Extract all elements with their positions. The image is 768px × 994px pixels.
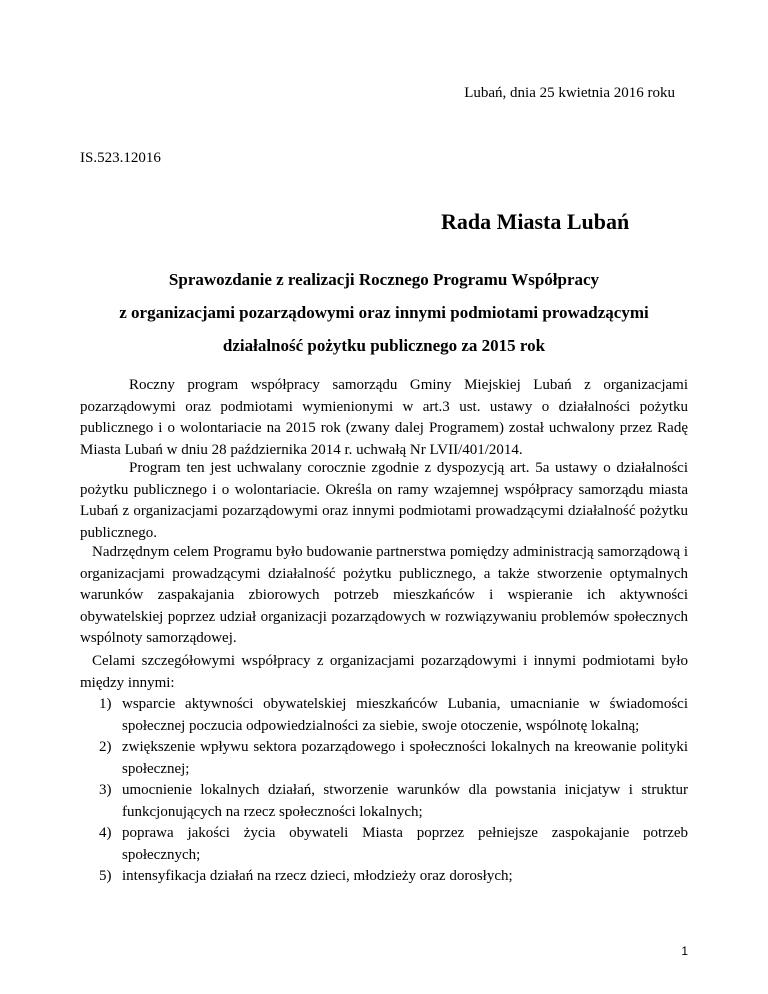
list-item [80, 737, 688, 780]
list-item [80, 780, 688, 823]
page-number: 1 [681, 944, 688, 958]
council-heading: Rada Miasta Lubań [441, 209, 630, 234]
list-item-number: 1) [99, 696, 112, 712]
list-item [80, 694, 688, 737]
list-item-text: zwiększenie wpływu sektora pozarządowego i społeczności lokalnych na kreowanie polityki społecznej; [122, 739, 688, 777]
list-item-number: 4) [99, 825, 112, 841]
paragraph-program-basis: Program ten jest uchwalany corocznie zgodnie z dyspozycją art. 5a ustawy o działalności pożytku publicznego i o wolontariacie. Określa on ramy wzajemnej współpracy samorządu miasta Lubań z organizacjami pozarządowymi oraz innymi podmiotami prowadzącymi działalność pożytku publicznego. [80, 460, 688, 541]
list-item-number: 3) [99, 782, 112, 798]
report-title-line-2: z organizacjami pozarządowymi oraz innymi podmiotami prowadzącymi [119, 303, 649, 322]
list-item-text: umocnienie lokalnych działań, stworzenie warunków dla powstania inicjatyw i struktur funkcjonujących na rzecz społeczności lokalnych; [122, 782, 688, 820]
list-item [80, 866, 688, 888]
paragraph-program-adoption: Roczny program współpracy samorządu Gminy Miejskiej Lubań z organizacjami pozarządowymi oraz podmiotami wymienionymi w art.3 ust. ustawy o działalności pożytku publicznego i o wolontariacie na 2015 rok (zwany dalej Programem) został uchwalony przez Radę Miasta Lubań w dniu 28 października 2014 r. uchwałą Nr LVII/401/2014. [80, 377, 688, 458]
detailed-goals-list [80, 694, 688, 888]
list-item-text: wsparcie aktywności obywatelskiej mieszkańców Lubania, umacnianie w świadomości społecznej poczucia odpowiedzialności za siebie, swoje otoczenie, wspólnotę lokalną; [122, 696, 688, 734]
place-date: Lubań, dnia 25 kwietnia 2016 roku [464, 85, 675, 101]
list-item-number: 5) [99, 868, 112, 884]
report-title-line-1: Sprawozdanie z realizacji Rocznego Programu Współpracy [168, 270, 600, 289]
list-item-number: 2) [99, 739, 112, 755]
list-item [80, 823, 688, 866]
list-item-text: poprawa jakości życia obywateli Miasta poprzez pełniejsze zaspokajanie potrzeb społecznych; [122, 825, 688, 863]
paragraph-main-goal: Nadrzędnym celem Programu było budowanie partnerstwa pomiędzy administracją samorządową i organizacjami prowadzącymi działalność pożytku publicznego, a także stworzenie optymalnych warunków zaspakajania zbiorowych potrzeb mieszkańców i wspieranie ich aktywności obywatelskiej poprzez udział organizacji pozarządowych w rozwiązywaniu problemów społecznych wspólnoty samorządowej. [80, 544, 688, 646]
paragraph-detailed-goals-intro: Celami szczegółowymi współpracy z organizacjami pozarządowymi i innymi podmiotami było między innymi: [80, 653, 688, 691]
reference-number: IS.523.12016 [80, 150, 161, 166]
list-item-text: intensyfikacja działań na rzecz dzieci, młodzieży oraz dorosłych; [122, 868, 513, 884]
report-title-line-3: działalność pożytku publicznego za 2015 rok [222, 336, 546, 355]
